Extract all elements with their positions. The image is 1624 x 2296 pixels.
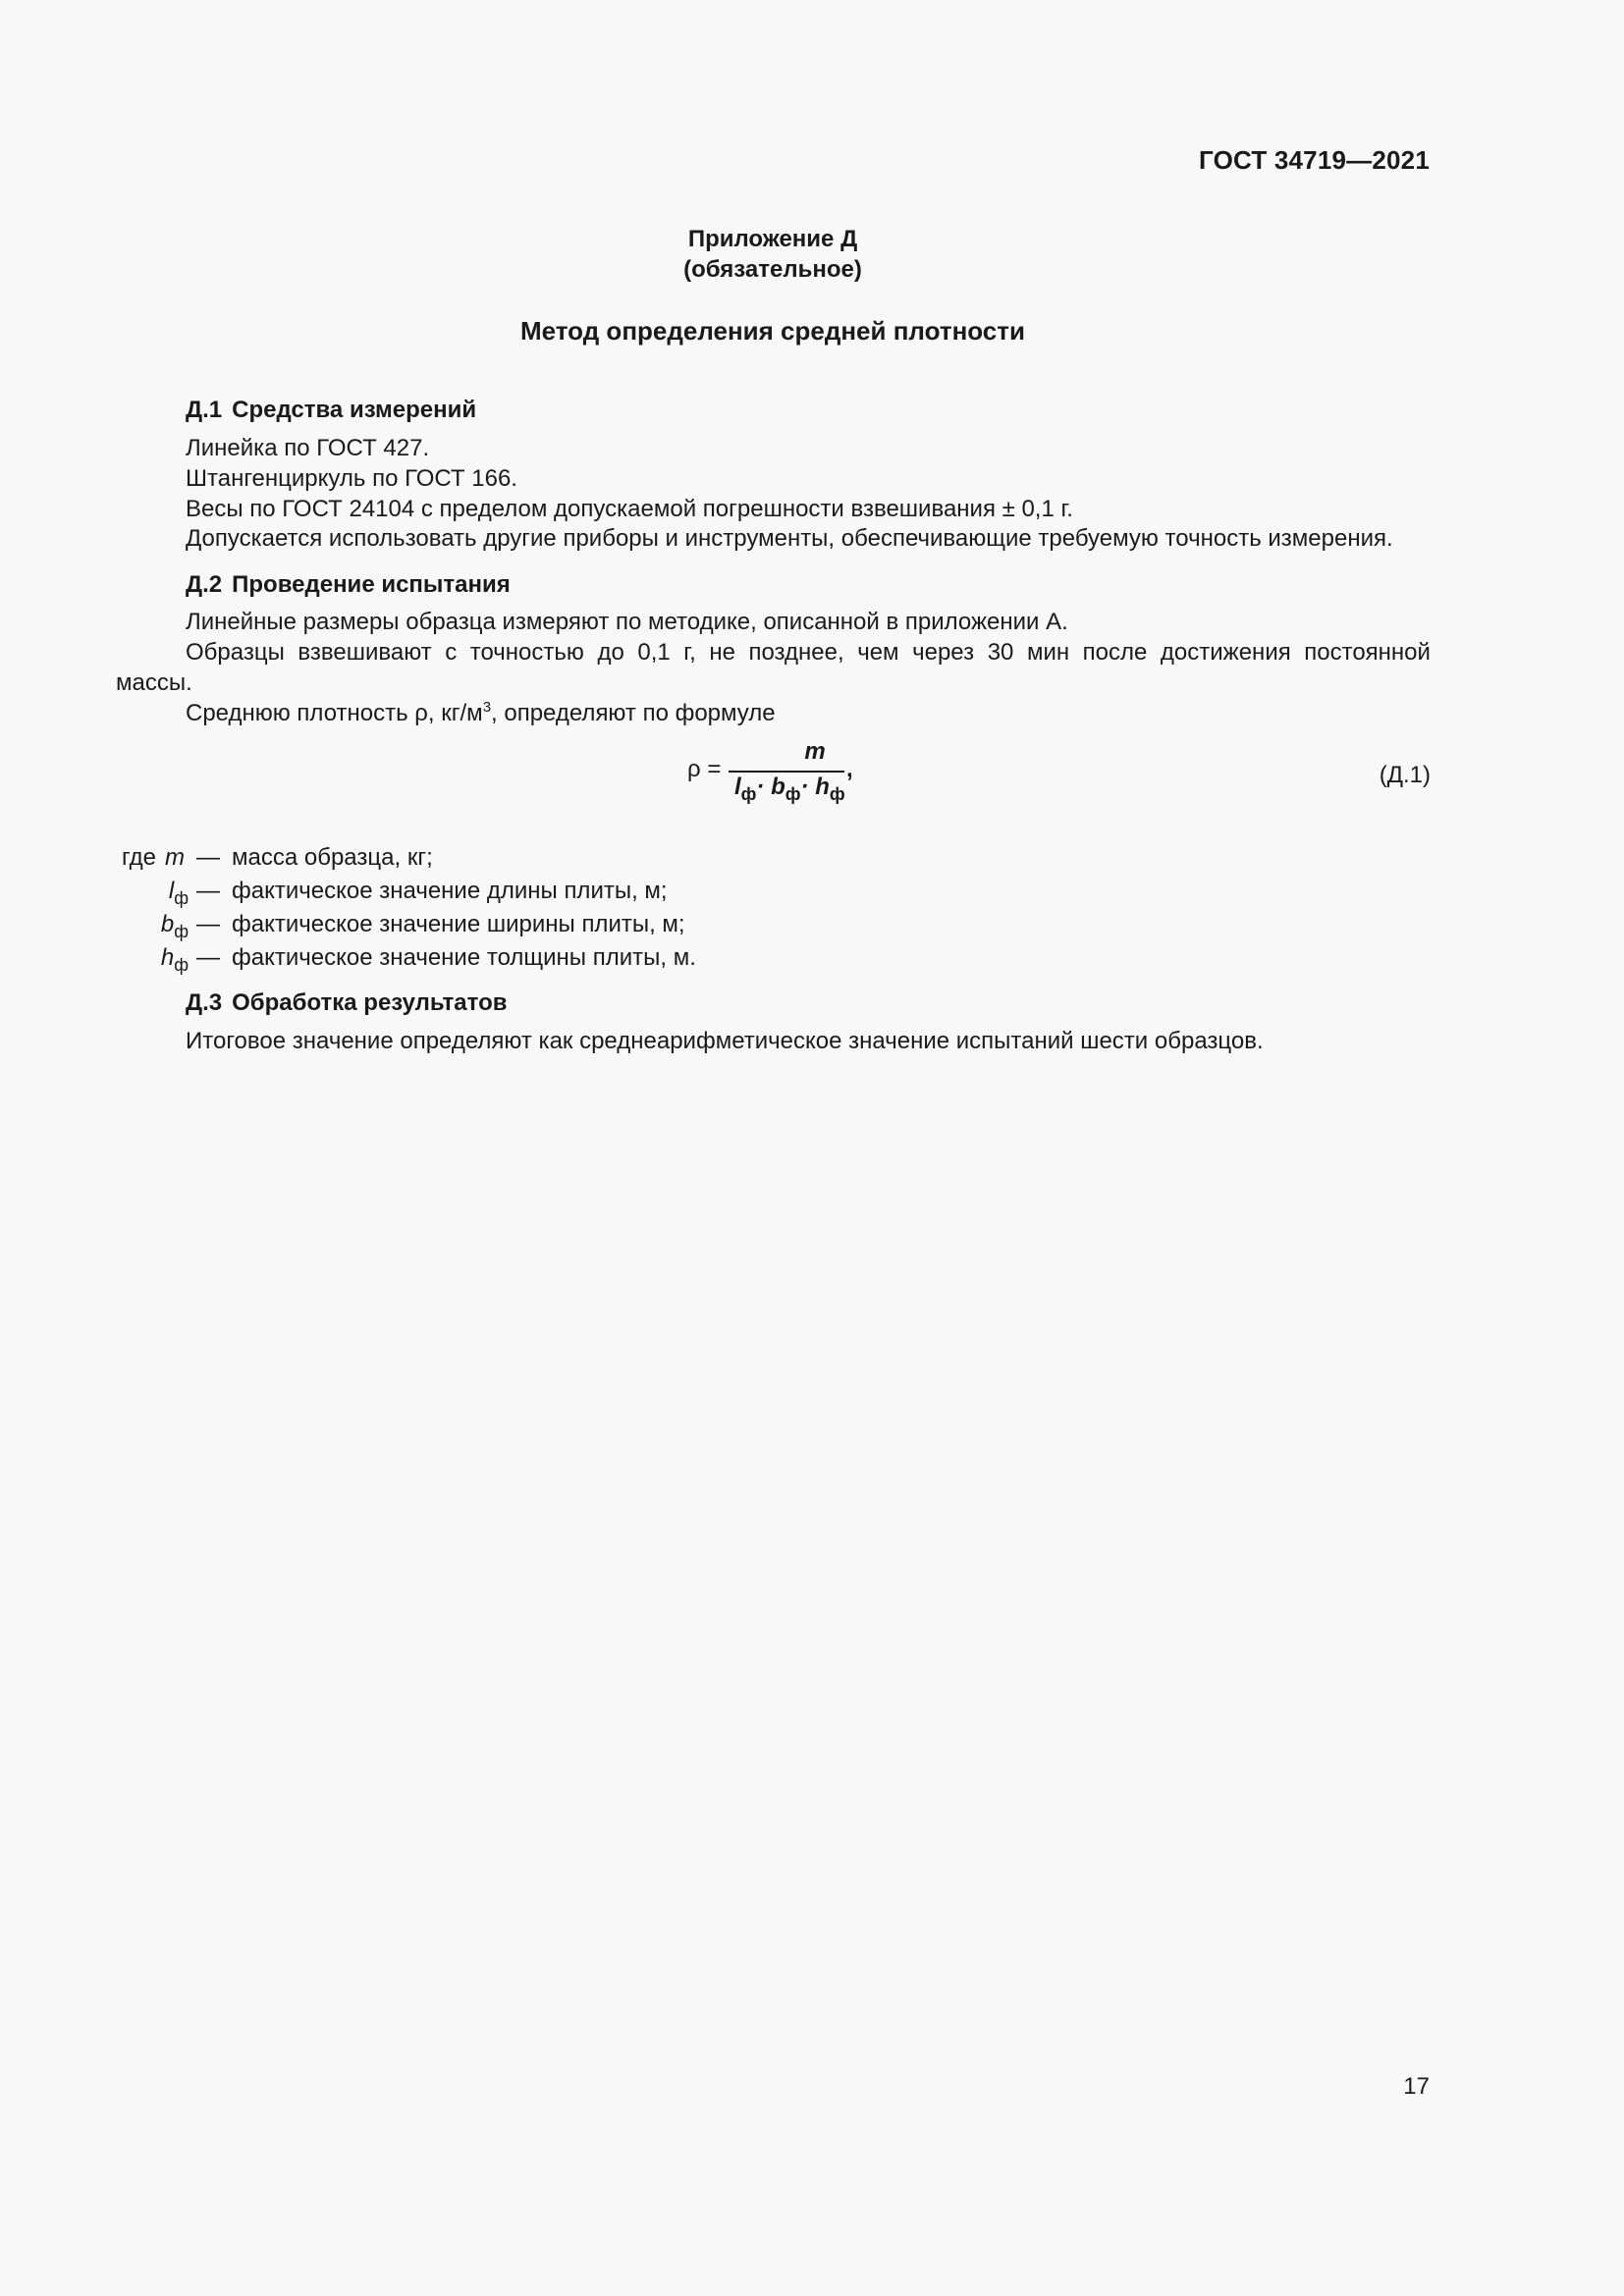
justified-word: с <box>445 639 458 666</box>
d3-line: Итоговое значение определяют как среднеарифметическое значение испытаний шести образцов. <box>186 1028 1264 1054</box>
d2-line: Линейные размеры образца измеряют по методике, описанной в приложении А. <box>186 609 1068 635</box>
den-l-sub: ф <box>740 784 757 804</box>
d2-line-continuation: массы. <box>116 669 192 696</box>
where-dash: — <box>196 878 220 904</box>
formula-comma: , <box>846 756 853 782</box>
symbol-sub: ф <box>174 955 189 975</box>
fraction-bar <box>729 771 844 773</box>
where-description: масса образца, кг; <box>232 844 433 871</box>
section-d2-heading <box>186 571 511 599</box>
where-dash: — <box>196 944 220 971</box>
den-l: l <box>734 774 741 800</box>
justified-word: до <box>597 639 624 666</box>
section-d3-heading <box>186 989 508 1017</box>
d2-justified-line <box>186 639 1431 667</box>
section-d2-number: Д.2 <box>186 571 223 598</box>
where-item <box>0 911 982 940</box>
den-b: b <box>771 774 785 800</box>
d1-line: Штангенциркуль по ГОСТ 166. <box>186 465 517 492</box>
d2-density-line <box>186 700 776 727</box>
den-h: h <box>815 774 830 800</box>
d1-line: Допускается использовать другие приборы и инструменты, обеспечивающие требуемую точность измерения. <box>186 525 1393 552</box>
justified-word: через <box>912 639 975 666</box>
where-description: фактическое значение ширины плиты, м; <box>232 911 685 937</box>
justified-word: Образцы <box>186 639 285 666</box>
where-prefix: где <box>122 844 157 871</box>
formula-lhs: ρ = <box>687 756 722 782</box>
section-d3-title: Обработка результатов <box>232 989 508 1016</box>
page-number: 17 <box>1403 2073 1430 2100</box>
symbol-sub: ф <box>174 888 189 908</box>
symbol-sub: ф <box>174 922 189 941</box>
den-dot: · <box>800 774 809 800</box>
den-h-sub: ф <box>829 784 845 804</box>
where-symbol <box>98 878 189 908</box>
cube-superscript: 3 <box>482 699 492 716</box>
symbol-m: m <box>165 844 185 871</box>
main-title: Метод определения средней плотности <box>520 316 1025 346</box>
where-item <box>0 944 982 974</box>
d1-line: Линейка по ГОСТ 427. <box>186 435 430 461</box>
justified-word: позднее, <box>748 639 844 666</box>
where-description: фактическое значение толщины плиты, м. <box>232 944 696 971</box>
justified-word: чем <box>857 639 899 666</box>
density-formula <box>687 738 884 817</box>
density-text: Среднюю плотность ρ, кг/м <box>186 700 483 726</box>
where-dash: — <box>196 844 220 871</box>
justified-word: не <box>709 639 735 666</box>
where-symbol <box>98 911 189 941</box>
justified-word: постоянной <box>1304 639 1431 666</box>
density-text-end: , определяют по формуле <box>491 700 776 726</box>
section-d1-number: Д.1 <box>186 397 223 423</box>
den-b-sub: ф <box>785 784 801 804</box>
formula-denominator <box>734 774 845 804</box>
section-d3-number: Д.3 <box>186 989 223 1016</box>
section-d2-title: Проведение испытания <box>232 571 511 598</box>
where-item <box>0 844 982 874</box>
where-symbol <box>86 844 185 872</box>
justified-word: мин <box>1026 639 1070 666</box>
den-dot: · <box>756 774 765 800</box>
justified-word: 30 <box>987 639 1014 666</box>
annex-status: (обязательное) <box>683 256 862 283</box>
where-item <box>0 878 982 907</box>
document-code: ГОСТ 34719—2021 <box>1199 145 1430 175</box>
section-d1-heading <box>186 397 476 424</box>
justified-word: после <box>1082 639 1148 666</box>
where-dash: — <box>196 911 220 937</box>
d1-line: Весы по ГОСТ 24104 с пределом допускаемой погрешности взвешивания ± 0,1 г. <box>186 496 1073 522</box>
section-d1-title: Средства измерений <box>232 397 477 423</box>
annex-title: Приложение Д <box>687 226 858 252</box>
where-description: фактическое значение длины плиты, м; <box>232 878 668 904</box>
justified-word: взвешивают <box>298 639 432 666</box>
justified-word: точностью <box>469 639 584 666</box>
justified-word: достижения <box>1160 639 1291 666</box>
equation-number: (Д.1) <box>1379 762 1431 788</box>
justified-word: г, <box>683 639 696 666</box>
symbol-h: h <box>160 944 175 971</box>
formula-numerator: m <box>804 738 826 765</box>
justified-word: 0,1 <box>637 639 671 666</box>
symbol-l: l <box>168 878 175 904</box>
symbol-b: b <box>160 911 175 937</box>
where-symbol <box>98 944 189 975</box>
